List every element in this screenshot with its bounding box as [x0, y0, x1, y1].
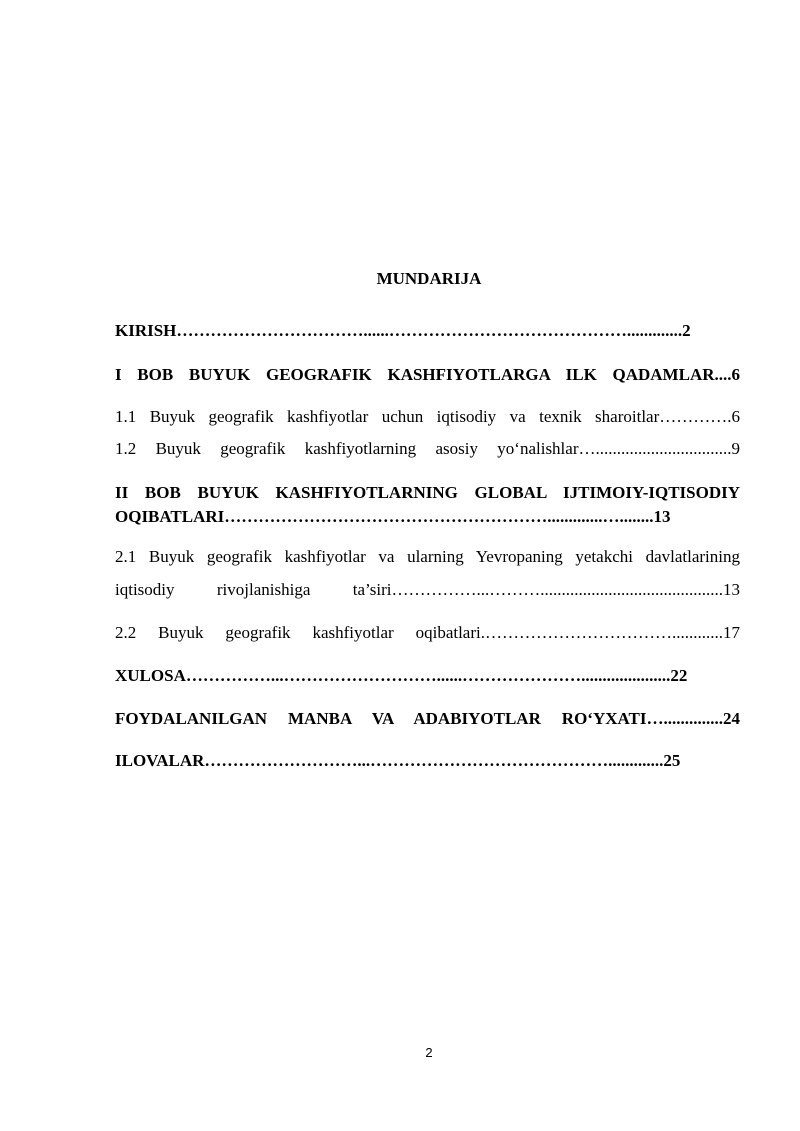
toc-entry-xulosa: XULOSA……………...………………………......………………….....................22 — [115, 666, 688, 685]
toc-entry-chapter-2-line-1: II BOB BUYUK KASHFIYOTLARNING GLOBAL IJTIMOIY-IQTISODIY — [115, 483, 740, 502]
toc-entry-section-2-1-line-1: 2.1 Buyuk geografik kashfiyotlar va ularning Yevropaning yetakchi davlatlarining — [115, 547, 740, 566]
toc-entry-section-2-2: 2.2 Buyuk geografik kashfiyotlar oqibatlari.……………………………............17 — [115, 623, 740, 642]
toc-entry-references: FOYDALANILGAN MANBA VA ADABIYOTLAR RO‘YXATI…..............24 — [115, 709, 740, 728]
toc-entry-chapter-2-line-2: OQIBATLARI………………………………………………….............…........13 — [115, 507, 671, 526]
toc-entry-section-1-2: 1.2 Buyuk geografik kashfiyotlarning asosiy yo‘nalishlar…................................9 — [115, 439, 740, 458]
toc-entry-section-1-1: 1.1 Buyuk geografik kashfiyotlar uchun iqtisodiy va texnik sharoitlar………….6 — [115, 407, 740, 426]
page-title: MUNDARIJA — [376, 269, 482, 288]
page-number: 2 — [425, 1045, 433, 1060]
toc-entry-chapter-1: I BOB BUYUK GEOGRAFIK KASHFIYOTLARGA ILK QADAMLAR....6 — [115, 365, 740, 384]
toc-entry-section-2-1-line-2: iqtisodiy rivojlanishiga ta’siri……………...………...........................................13 — [115, 580, 740, 599]
toc-entry-ilovalar: ILOVALAR………………………...…………………………………….............25 — [115, 751, 681, 770]
toc-entry-kirish: KIRISH……………………………......…………………………………….............2 — [115, 321, 691, 340]
